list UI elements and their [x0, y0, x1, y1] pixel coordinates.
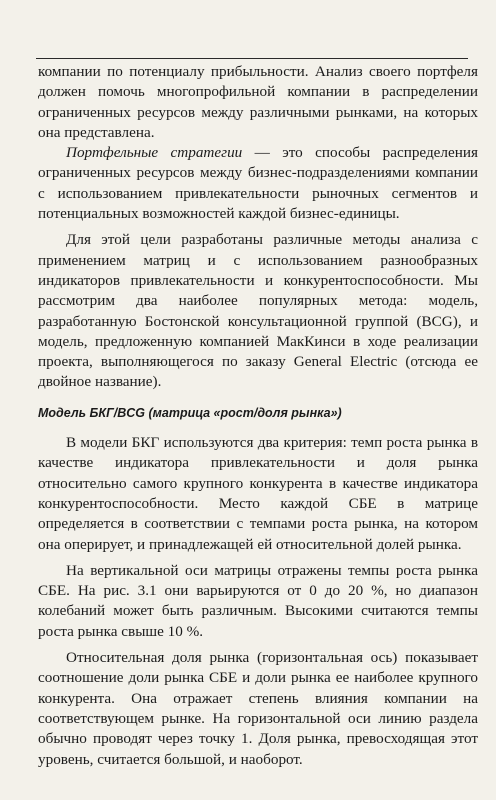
- header-rule: [36, 58, 468, 59]
- section-subheading: Модель БКГ/BCG (матрица «рост/доля рынка»): [38, 405, 342, 420]
- paragraph-continued: компании по потенциалу прибыльности. Анализ своего портфеля должен помочь многопрофильной компании в распределении ограниченных ресурсов между различными рынками, на которых она представлена.: [38, 63, 478, 141]
- paragraph-bcg-criteria: В модели БКГ используются два критерия: темп роста рынка в качестве индикатора привлекательности и доля рынка относительно самого крупного конкурента в качестве индикатора конкурентоспособности. Место каждой СБЕ в матрице определяется в соответствии с темпами роста рынка, на котором она оперирует, и принадлежащей ей относительной долей рынка.: [38, 434, 478, 553]
- paragraph-vertical-axis: На вертикальной оси матрицы отражены темпы роста рынка СБЕ. На рис. 3.1 они варьируются от 0 до 20 %, но диапазон колебаний может быть различным. Высокими считаются темпы роста рынка свыше 10 %.: [38, 561, 478, 640]
- paragraph-portfolio-strategies: [38, 143, 478, 224]
- definition-text: — это способы распределения ограниченных ресурсов между бизнес-подразделениями компании с использованием привлекательности рыночных сегментов и потенциальных возможностей каждой бизнес-единицы.: [38, 144, 478, 223]
- paragraph-methods: Для этой цели разработаны различные методы анализа с применением матриц и с использованием разнообразных индикаторов привлекательности и конкурентоспособности. Мы рассмотрим два наиболее популярных метода: модель, разработанную Бостонской консультационной группой (BCG), и модель, предложенную компанией МакКинси в ходе реализации проекта, выполняющегося по заказу General Electric (отсюда ее двойное название).: [38, 231, 478, 391]
- paragraph-horizontal-axis: Относительная доля рынка (горизонтальная ось) показывает соотношение доли рынка СБЕ и доли рынка ее наиболее крупного конкурента. Она отражает степень влияния компании на соответствующем рынке. На горизонтальной оси линию раздела обычно проводят через точку 1. Доля рынка, превосходящая этот уровень, считается большой, и наоборот.: [38, 649, 478, 768]
- term-portfolio-strategies: Портфельные стратегии: [66, 144, 243, 162]
- body-text: [38, 62, 478, 770]
